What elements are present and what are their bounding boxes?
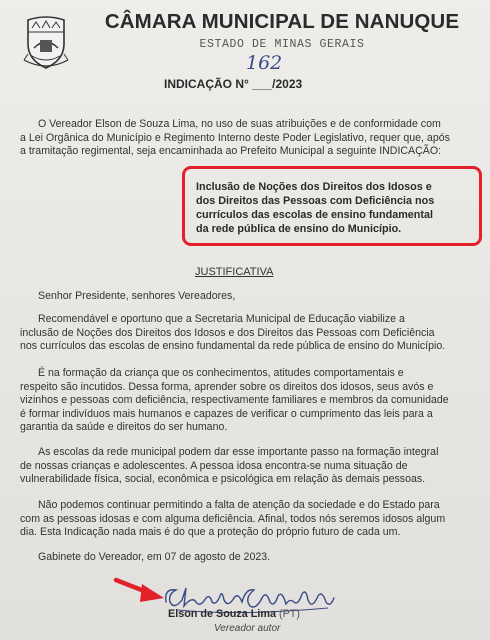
closing-line: Gabinete do Vereador, em 07 de agosto de 2023. — [38, 551, 271, 563]
justificativa-heading: JUSTIFICATIVA — [195, 266, 274, 278]
paragraph-line: respeito são incutidos. Dessa forma, aprender sobre os direitos dos idosos, seus avós e — [20, 380, 434, 393]
intro-line: O Vereador Elson de Souza Lima, no uso de suas atribuições e de conformidade com — [38, 118, 441, 130]
paragraph-line: vizinhos e pessoas com deficiência, respectivamente familiares e membros da comunidade — [20, 394, 449, 407]
indicacao-label: INDICAÇÃO N° ___/2023 — [164, 77, 303, 91]
paragraph-line: é formar indivíduos mais humanos e capazes de verificar o cumprimento das leis para a — [20, 407, 433, 420]
salutation: Senhor Presidente, senhores Vereadores, — [38, 290, 236, 302]
subject-line: da rede pública de ensino do Município. — [196, 223, 402, 235]
paragraph-line: inclusão de Noções dos Direitos dos Idosos e dos Direitos das Pessoas com Deficiência — [20, 326, 435, 339]
paragraph-line: dia. Esta Indicação nada mais é do que a proteção do próprio futuro de cada um. — [20, 526, 401, 539]
signatory-name: Elson de Souza Lima (PT) — [168, 608, 300, 620]
paragraph-3 — [20, 446, 470, 487]
paragraph-line: nos currículos das escolas de ensino fundamental da rede pública de ensino do Município. — [20, 340, 446, 353]
paragraph-line: As escolas da rede municipal podem dar esse importante passo na formação integral — [38, 446, 439, 458]
subject-line: dos Direitos das Pessoas com Deficiência nos — [196, 195, 435, 207]
handwritten-indicacao-number: 162 — [246, 52, 283, 74]
paragraph-4 — [20, 499, 470, 540]
paragraph-line: Recomendável e oportuno que a Secretaria Municipal de Educação viabilize a — [38, 313, 405, 325]
paragraph-line: Não podemos continuar permitindo a falta de atenção da sociedade e do Estado para — [38, 499, 440, 511]
subject-line: currículos das escolas de ensino fundamental — [196, 209, 434, 221]
municipal-crest-icon — [22, 14, 70, 70]
signatory-party: (PT) — [279, 608, 300, 620]
intro-line: a Lei Orgânica do Município e Regimento Interno deste Poder Legislativo, requer que, após — [20, 131, 450, 144]
signatory-role: Vereador autor — [214, 623, 281, 634]
intro-paragraph — [20, 118, 470, 159]
paragraph-line: É na formação da criança que os conhecimentos, atitudes comportamentais e — [38, 367, 404, 379]
paragraph-line: com as pessoas idosas e com alguma deficiência. Afinal, todos nós seremos idosos algum — [20, 512, 446, 525]
page-subtitle: ESTADO DE MINAS GERAIS — [199, 38, 365, 51]
intro-line: a tramitação regimental, seja encaminhada ao Prefeito Municipal a seguinte INDICAÇÃO: — [20, 145, 442, 158]
paragraph-1 — [20, 313, 470, 354]
subject-line: Inclusão de Noções dos Direitos dos Idosos e — [196, 181, 432, 193]
page-title: CÂMARA MUNICIPAL DE NANUQUE — [104, 10, 460, 33]
paragraph-line: de nossas crianças e adolescentes. A pessoa idosa encontra-se numa situação de — [20, 459, 408, 472]
paragraph-line: garantia da saúde e direitos do ser humano. — [20, 421, 228, 434]
indicacao-subject — [196, 180, 476, 236]
paragraph-2 — [20, 367, 470, 435]
paragraph-line: vulnerabilidade física, social, econômica e psicológica em relação às demais pessoas. — [20, 473, 426, 486]
